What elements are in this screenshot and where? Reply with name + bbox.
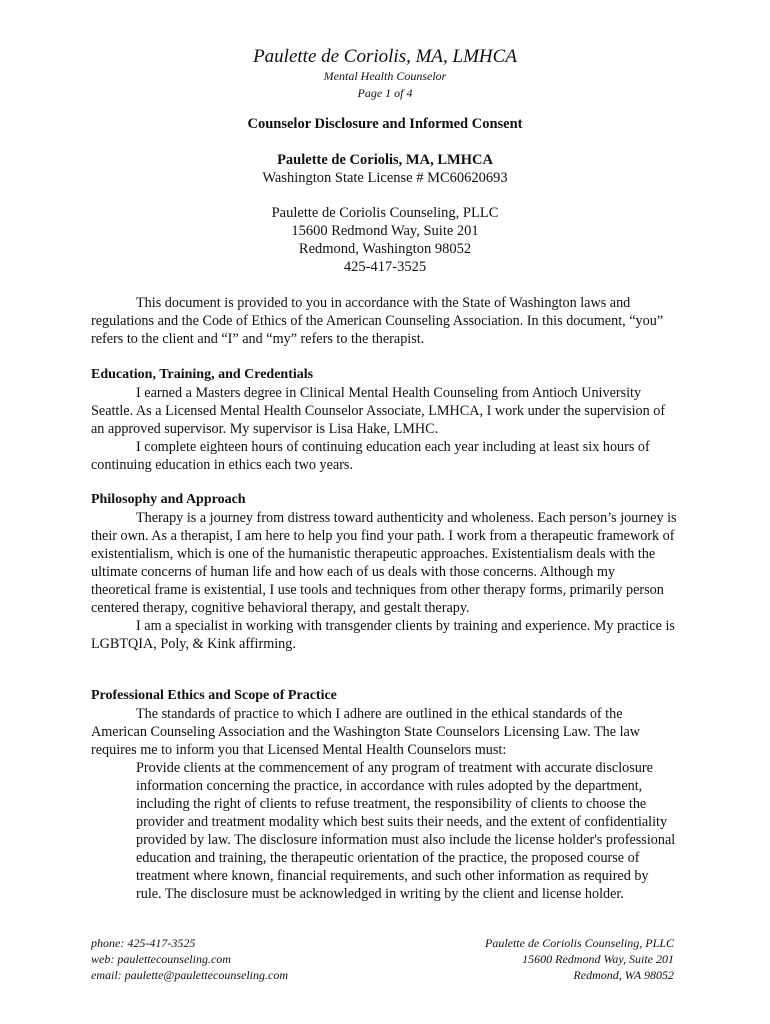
practice-phone: 425-417-3525 <box>343 259 427 275</box>
philosophy-paragraph-1: Therapy is a journey from distress toward authenticity and wholeness. Each person’s journey is their own. As a therapist, I am here to help you find your path. I work from a therapeutic framework of existentialism, which is one of the humanistic therapeutic approaches. Existentialism deals with the ultimate concerns of human life and how each of us deals with those concerns. Although my theoretical frame is existential, I use tools and techniques from other therapy forms, primarily person centered therapy, cognitive behavioral therapy, and gestalt therapy. <box>91 510 677 616</box>
header-role: Mental Health Counselor <box>323 69 447 83</box>
ethics-law-quote: Provide clients at the commencement of any program of treatment with accurate disclosure information concerning the practice, in accordance with rules adopted by the department, including the right of clients to refuse treatment, the responsibility of clients to choose the provider and treatment modality which best suits their needs, and the extent of confidentiality provided by law. The disclosure information must also include the license holder's professional education and training, the therapeutic orientation of the practice, the proposed course of treatment where known, financial requirements, and such other information as required by rule. The disclosure must be acknowledged in writing by the client and license holder. <box>136 760 676 902</box>
education-heading: Education, Training, and Credentials <box>91 367 314 382</box>
document-title: Counselor Disclosure and Informed Consent <box>247 116 523 132</box>
footer-address <box>485 935 674 983</box>
philosophy-section <box>91 491 677 653</box>
intro-paragraph: This document is provided to you in accordance with the State of Washington laws and regulations and the Code of Ethics of the American Counseling Association. In this document, “you” refers to the client and “I” and “my” refers to the therapist. <box>91 295 664 347</box>
footer-company: Paulette de Coriolis Counseling, PLLC <box>484 936 674 950</box>
ethics-paragraph-1: The standards of practice to which I adhere are outlined in the ethical standards of the American Counseling Association and the Washington State Counselors Licensing Law. The law requires me to inform you that Licensed Mental Health Counselors must: <box>91 706 641 758</box>
counselor-name: Paulette de Coriolis, MA, LMHCA <box>277 152 493 168</box>
philosophy-paragraph-2: I am a specialist in working with transgender clients by training and experience. My practice is LGBTQIA, Poly, & Kink affirming. <box>91 618 675 652</box>
education-paragraph-1: I earned a Masters degree in Clinical Mental Health Counseling from Antioch University Seattle. As a Licensed Mental Health Counselor Associate, LMHCA, I work under the supervision of an approved supervisor. My supervisor is Lisa Hake, LMHC. <box>91 385 666 437</box>
practice-street: 15600 Redmond Way, Suite 201 <box>291 223 479 239</box>
education-section <box>91 366 677 474</box>
practice-name: Paulette de Coriolis Counseling, PLLC <box>271 205 499 221</box>
ethics-section <box>91 687 677 903</box>
footer-city: Redmond, WA 98052 <box>573 968 674 982</box>
intro-section <box>91 294 677 348</box>
ethics-heading: Professional Ethics and Scope of Practice <box>91 688 337 703</box>
footer-phone: phone: 425-417-3525 <box>91 936 196 950</box>
footer-email: email: paulette@paulettecounseling.com <box>91 968 288 982</box>
footer-web: web: paulettecounseling.com <box>91 952 231 966</box>
education-paragraph-2: I complete eighteen hours of continuing education each year including at least six hours of continuing education in ethics each two years. <box>91 439 650 473</box>
practice-city: Redmond, Washington 98052 <box>298 241 472 257</box>
page-number: Page 1 of 4 <box>357 86 413 100</box>
header-name: Paulette de Coriolis, MA, LMHCA <box>253 46 517 67</box>
footer-contact <box>91 935 288 983</box>
license-number: Washington State License # MC60620693 <box>262 170 508 186</box>
footer-street: 15600 Redmond Way, Suite 201 <box>522 952 674 966</box>
philosophy-heading: Philosophy and Approach <box>91 492 246 507</box>
